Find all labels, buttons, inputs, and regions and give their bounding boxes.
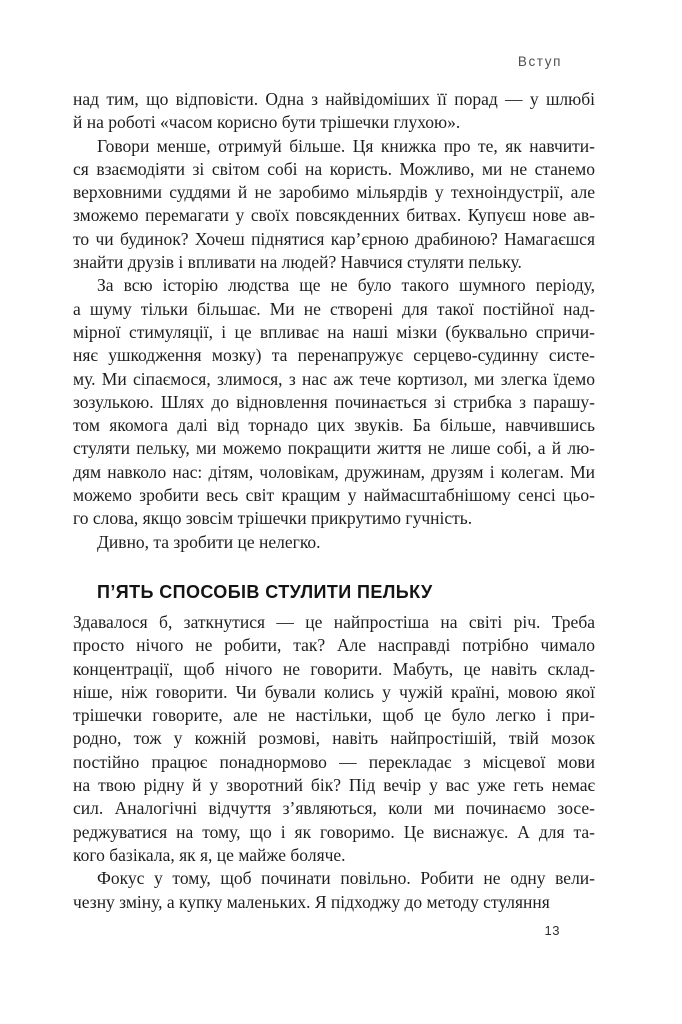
text-line: том якомога далі від торнадо цих звуків. Ба більше, навчившись [73,415,595,436]
paragraph [73,135,595,275]
text-line: ся взаємодіяти зі світом собі на користь. Можливо, ми не станемо [73,158,595,179]
text-line: просто нічого не робити, так? Але насправді потрібно чимало [73,635,595,656]
text-line: Фокус у тому, щоб починати повільно. Робити не одну вели- [97,868,595,889]
paragraph [73,274,595,530]
page-number: 13 [544,923,560,938]
paragraph [73,611,595,867]
paragraph [73,88,595,135]
text-line: можемо зробити весь світ кращим у наймасштабнішому сенсі цьо- [73,485,595,506]
text-line: концентрації, щоб нічого не говорити. Мабуть, це навіть склад- [73,658,595,679]
text-line: Дивно, та зробити це нелегко. [97,531,321,552]
text-line: зможемо перемагати у своїх повсякденних битвах. Купуєш нове ав- [73,205,595,226]
running-head-area [73,53,562,71]
paragraph [73,867,595,914]
text-line: му. Ми сіпаємося, злимося, з нас аж тече кортизол, ми злегка їдемо [73,368,595,389]
text-line: то чи будинок? Хочеш піднятися кар’єрною драбиною? Намагаєшся [73,228,595,249]
text-line: мірної стимуляції, і це впливає на наші мізки (буквально спричи- [73,321,595,342]
text-line: За всю історію людства ще не було такого шумного періоду, [97,275,595,296]
text-line: а шуму тільки більшає. Ми не створені для такої постійної над- [73,298,595,319]
text-line: реджуватися на тому, що і як говоримо. Це виснажує. А для та- [73,821,595,842]
text-line: Говори менше, отримуй більше. Ця книжка про те, як навчити- [97,135,595,156]
text-column [73,88,595,914]
text-line: кого базікала, як я, це майже боляче. [73,844,346,865]
text-line: стуляти пельку, ми можемо покращити життя не лише собі, а й лю- [73,438,595,459]
text-line: дям навколо нас: дітям, чоловікам, дружинам, друзям і колегам. Ми [73,461,595,482]
text-line: над тим, що відповісти. Одна з найвідоміших її порад — у шлюбі [73,89,595,109]
folio-area [73,922,560,940]
text-line: го слова, якщо зовсім трішечки прикрутимо гучність. [73,508,473,529]
text-line: на твою рідну й у зворотний бік? Під вечір у вас уже геть немає [73,775,595,796]
section-heading: П’ЯТЬ СПОСОБІВ СТУЛИТИ ПЕЛЬКУ [97,581,433,602]
text-line: верховними суддями й не заробимо мільярдів у техноіндустрії, але [73,182,595,203]
text-line: зозулькою. Шлях до відновлення починається зі стрибка з парашу- [73,391,595,412]
text-line: сил. Аналогічні відчуття з’являються, коли ми починаємо зосе- [73,798,595,819]
text-line: знайти друзів і впливати на людей? Навчися стуляти пельку. [73,252,522,273]
text-line: й на роботі «часом корисно бути трішечки глухою». [73,112,461,133]
text-line: трішечки говорите, але не настільки, щоб це було легко і при- [73,705,595,726]
text-line: родно, тож у кожній розмові, навіть найпростішій, твій мозок [73,728,595,749]
text-line: чезну зміну, а купку маленьких. Я підходжу до методу стуляння [73,891,550,912]
text-line: постійно працює понаднормово — перекладає з місцевої мови [73,751,595,772]
paragraph [73,531,595,554]
running-head: Вступ [517,54,562,69]
text-line: няє ушкодження мозку) та перенапружує серцево-судинну систе- [73,345,595,366]
text-line: Здавалося б, заткнутися — це найпростіша на світі річ. Треба [73,611,595,632]
text-line: ніше, ніж говорити. Чи бували колись у чужій країні, мовою якої [73,681,595,702]
